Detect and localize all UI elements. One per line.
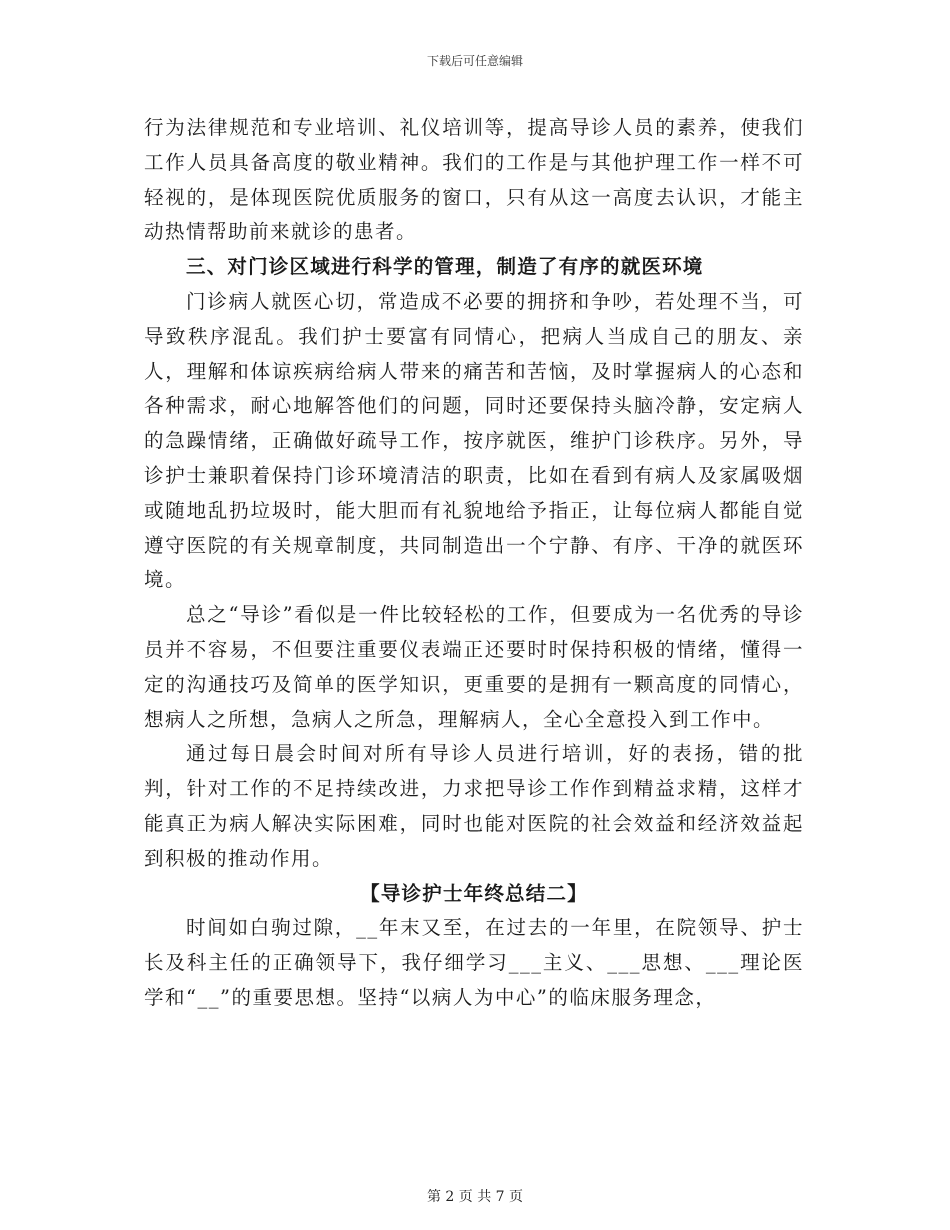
paragraph-1: 行为法律规范和专业培训、礼仪培训等，提高导诊人员的素养，使我们工作人员具备高度的敬业精神。我们的工作是与其他护理工作一样不可轻视的，是体现医院优质服务的窗口，只有从这一高度去认识，才能主动热情帮助前来就诊的患者。	[144, 116, 804, 244]
section-heading-3: 三、对门诊区域进行科学的管理，制造了有序的就医环境	[186, 255, 704, 279]
page-header: 下载后可任意编辑	[426, 54, 523, 68]
page-footer: 第 2 页 共 7 页	[426, 1189, 524, 1205]
section-title: 【导诊护士年终总结二】	[360, 881, 588, 905]
paragraph-4: 通过每日晨会时间对所有导诊人员进行培训，好的表扬，错的批判，针对工作的不足持续改进，力求把导诊工作作到精益求精，这样才能真正为病人解决实际困难，同时也能对医院的社会效益和经济效益起到积极的推动作用。	[144, 742, 804, 870]
paragraph-5: 时间如白驹过隙，__年末又至，在过去的一年里，在院领导、护士长及科主任的正确领导下，我仔细学习___主义、___思想、___理论医学和“__”的重要思想。坚持“以病人为中心”的临床服务理念，	[144, 916, 804, 1009]
document-body	[144, 111, 804, 1016]
paragraph-2: 门诊病人就医心切，常造成不必要的拥挤和争吵，若处理不当，可导致秩序混乱。我们护士要富有同情心，把病人当成自己的朋友、亲人，理解和体谅疾病给病人带来的痛苦和苦恼，及时掌握病人的心态和各种需求，耐心地解答他们的问题，同时还要保持头脑冷静，安定病人的急躁情绪，正确做好疏导工作，按序就医，维护门诊秩序。另外，导诊护士兼职着保持门诊环境清洁的职责，比如在看到有病人及家属吸烟或随地乱扔垃圾时，能大胆而有礼貌地给予指正，让每位病人都能自觉遵守医院的有关规章制度，共同制造出一个宁静、有序、干净的就医环境。	[144, 289, 804, 592]
paragraph-3: 总之“导诊”看似是一件比较轻松的工作，但要成为一名优秀的导诊员并不容易，不但要注重要仪表端正还要时时保持积极的情绪，懂得一定的沟通技巧及简单的医学知识，更重要的是拥有一颗高度的同情心，想病人之所想，急病人之所急，理解病人，全心全意投入到工作中。	[144, 603, 804, 731]
